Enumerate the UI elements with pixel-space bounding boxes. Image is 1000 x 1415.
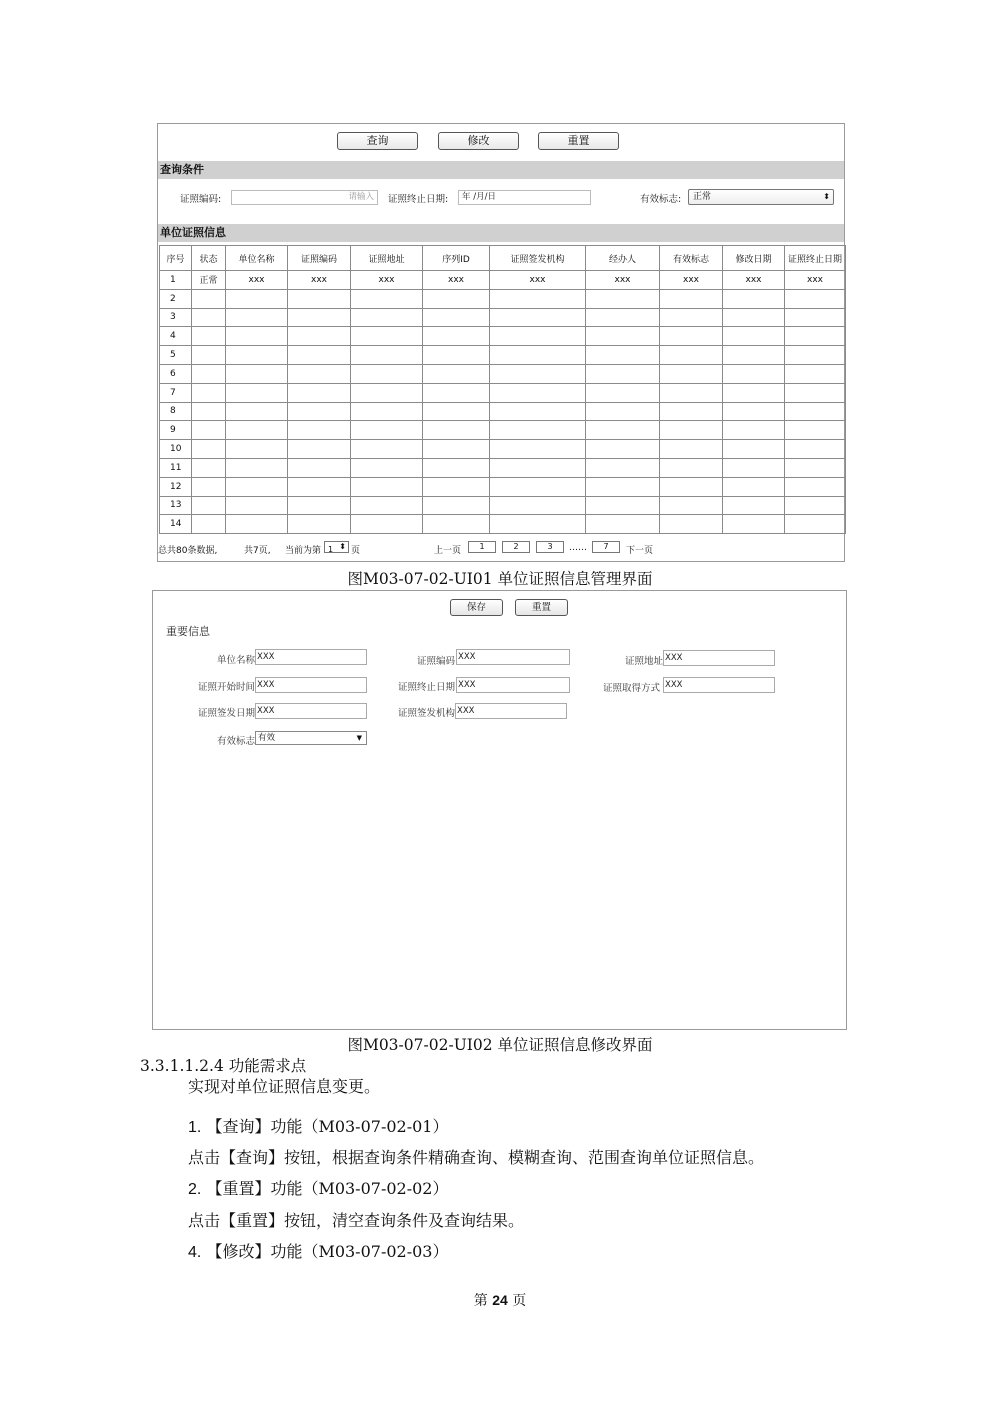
col-header: 序列ID bbox=[423, 246, 490, 271]
current-page-prefix: 当前为第 bbox=[285, 546, 322, 556]
list-text: 【查询】功能（M03-07-02-01） bbox=[206, 1117, 449, 1136]
cert-code-label: 证照编码: bbox=[180, 194, 222, 205]
row-number: 5 bbox=[160, 346, 192, 365]
page-prefix: 第 bbox=[473, 1293, 488, 1309]
table-row[interactable] bbox=[160, 477, 846, 496]
query-conditions-header: 查询条件 bbox=[158, 161, 844, 179]
row-number: 4 bbox=[160, 327, 192, 346]
col-header: 证照签发机构 bbox=[490, 246, 586, 271]
reset-button[interactable]: 重置 bbox=[538, 132, 619, 150]
page-2-button[interactable]: 2 bbox=[502, 541, 530, 553]
page-number: 24 bbox=[492, 1292, 508, 1308]
cert-code-input[interactable]: 请输入 bbox=[231, 190, 378, 205]
start-time-input[interactable]: XXX bbox=[255, 677, 367, 693]
unit-name-input[interactable]: XXX bbox=[255, 649, 367, 665]
list-number: 4. bbox=[188, 1244, 202, 1261]
select-arrows-icon: ⬍ bbox=[339, 542, 346, 551]
important-info-header: 重要信息 bbox=[166, 625, 210, 638]
table-cell: xxx bbox=[660, 271, 723, 290]
table-cell: xxx bbox=[490, 271, 586, 290]
save-button[interactable]: 保存 bbox=[450, 599, 503, 616]
cert-code-input[interactable]: XXX bbox=[456, 649, 570, 665]
table-cell: 正常 bbox=[192, 271, 226, 290]
row-number: 12 bbox=[160, 477, 192, 496]
list-text: 【修改】功能（M03-07-02-03） bbox=[206, 1242, 449, 1261]
row-number: 3 bbox=[160, 308, 192, 327]
table-cell: xxx bbox=[351, 271, 423, 290]
row-number: 8 bbox=[160, 402, 192, 421]
row-number: 6 bbox=[160, 364, 192, 383]
table-cell: xxx bbox=[785, 271, 846, 290]
table-row[interactable] bbox=[160, 402, 846, 421]
valid-flag-value: 有效 bbox=[258, 733, 276, 743]
row-number: 7 bbox=[160, 383, 192, 402]
valid-flag-select[interactable] bbox=[255, 731, 367, 745]
start-time-label: 证照开始时间 bbox=[197, 682, 255, 693]
col-header: 单位名称 bbox=[226, 246, 288, 271]
unit-name-label: 单位名称 bbox=[216, 655, 255, 666]
end-date-input[interactable]: XXX bbox=[456, 677, 570, 693]
table-cell: xxx bbox=[226, 271, 288, 290]
table-row[interactable] bbox=[160, 346, 846, 365]
table-cell: xxx bbox=[723, 271, 785, 290]
col-header: 有效标志 bbox=[660, 246, 723, 271]
table-header-row bbox=[160, 246, 846, 271]
col-header: 证照终止日期 bbox=[785, 246, 846, 271]
unit-cert-info-header: 单位证照信息 bbox=[158, 224, 844, 242]
list-number: 2. bbox=[188, 1181, 202, 1198]
page-footer bbox=[0, 1290, 1000, 1310]
list-item-reset bbox=[188, 1176, 448, 1199]
col-header: 经办人 bbox=[586, 246, 660, 271]
col-header: 证照编码 bbox=[288, 246, 351, 271]
current-page-value: 1 bbox=[328, 545, 334, 554]
table-cell: xxx bbox=[423, 271, 490, 290]
issue-date-input[interactable]: XXX bbox=[255, 703, 367, 719]
pagination bbox=[158, 540, 844, 558]
table-row[interactable] bbox=[160, 383, 846, 402]
row-number: 9 bbox=[160, 421, 192, 440]
col-header: 修改日期 bbox=[723, 246, 785, 271]
end-date-input[interactable]: 年 /月/日 bbox=[458, 190, 591, 205]
col-header: 证照地址 bbox=[351, 246, 423, 271]
total-pages: 共7页, bbox=[244, 546, 271, 556]
table-row[interactable] bbox=[160, 327, 846, 346]
table-row[interactable] bbox=[160, 458, 846, 477]
reset-button[interactable]: 重置 bbox=[515, 599, 568, 616]
issuer-label: 证照签发机构 bbox=[397, 708, 455, 719]
valid-flag-label: 有效标志: bbox=[640, 194, 682, 205]
obtain-method-input[interactable]: XXX bbox=[663, 677, 775, 693]
cert-address-input[interactable]: XXX bbox=[663, 650, 775, 666]
row-number: 10 bbox=[160, 440, 192, 459]
table-cell: xxx bbox=[288, 271, 351, 290]
col-header: 序号 bbox=[160, 246, 192, 271]
current-page-select[interactable] bbox=[324, 541, 349, 553]
table-row[interactable] bbox=[160, 289, 846, 308]
figure-caption-ui02: 图M03-07-02-UI02 单位证照信息修改界面 bbox=[347, 1036, 653, 1054]
cert-management-screen bbox=[157, 123, 845, 562]
page-3-button[interactable]: 3 bbox=[536, 541, 564, 553]
cert-address-label: 证照地址 bbox=[624, 656, 663, 667]
list-text: 【重置】功能（M03-07-02-02） bbox=[206, 1179, 449, 1198]
col-header: 状态 bbox=[192, 246, 226, 271]
row-number: 11 bbox=[160, 458, 192, 477]
valid-flag-select[interactable] bbox=[688, 189, 834, 205]
page-ellipsis: …… bbox=[569, 543, 587, 553]
list-item-query bbox=[188, 1114, 448, 1137]
list-item-modify bbox=[188, 1239, 448, 1262]
toolbar bbox=[158, 132, 844, 154]
issuer-input[interactable]: XXX bbox=[455, 703, 567, 719]
modify-button[interactable]: 修改 bbox=[438, 132, 519, 150]
page-suffix: 页 bbox=[512, 1293, 527, 1309]
table-row[interactable] bbox=[160, 496, 846, 515]
end-date-label: 证照终止日期: bbox=[388, 194, 449, 205]
row-number: 2 bbox=[160, 289, 192, 308]
end-date-label: 证照终止日期 bbox=[397, 682, 455, 693]
section-heading: 3.3.1.1.2.4 功能需求点 bbox=[140, 1057, 307, 1075]
prev-page-link[interactable]: 上一页 bbox=[434, 546, 462, 556]
valid-flag-label: 有效标志 bbox=[216, 736, 255, 747]
valid-flag-value: 正常 bbox=[693, 192, 712, 202]
page-7-button[interactable]: 7 bbox=[592, 541, 620, 553]
next-page-link[interactable]: 下一页 bbox=[626, 546, 654, 556]
cert-edit-screen bbox=[152, 590, 847, 1030]
intro-text: 实现对单位证照信息变更。 bbox=[188, 1077, 381, 1096]
table-row[interactable] bbox=[160, 515, 846, 534]
select-arrows-icon: ⬍ bbox=[823, 192, 830, 201]
row-number: 13 bbox=[160, 496, 192, 515]
page-1-button[interactable]: 1 bbox=[468, 541, 496, 553]
current-page-suffix: 页 bbox=[351, 546, 361, 556]
query-button[interactable]: 查询 bbox=[337, 132, 418, 150]
dropdown-arrow-icon: ▼ bbox=[356, 734, 362, 742]
table-row[interactable] bbox=[160, 440, 846, 459]
obtain-method-label: 证照取得方式 bbox=[602, 683, 660, 694]
query-description: 点击【查询】按钮，根据查询条件精确查询、模糊查询、范围查询单位证照信息。 bbox=[188, 1148, 765, 1167]
cert-table bbox=[159, 245, 846, 534]
cert-code-label: 证照编码 bbox=[416, 656, 455, 667]
table-row[interactable] bbox=[160, 271, 846, 290]
list-number: 1. bbox=[188, 1119, 202, 1136]
reset-description: 点击【重置】按钮，清空查询条件及查询结果。 bbox=[188, 1211, 525, 1230]
table-cell: 1 bbox=[160, 271, 192, 290]
total-records: 总共80条数据, bbox=[158, 546, 218, 556]
table-cell: xxx bbox=[586, 271, 660, 290]
table-row[interactable] bbox=[160, 421, 846, 440]
table-row[interactable] bbox=[160, 364, 846, 383]
row-number: 14 bbox=[160, 515, 192, 534]
issue-date-label: 证照签发日期 bbox=[197, 708, 255, 719]
figure-caption-ui01: 图M03-07-02-UI01 单位证照信息管理界面 bbox=[347, 570, 653, 588]
table-row[interactable] bbox=[160, 308, 846, 327]
